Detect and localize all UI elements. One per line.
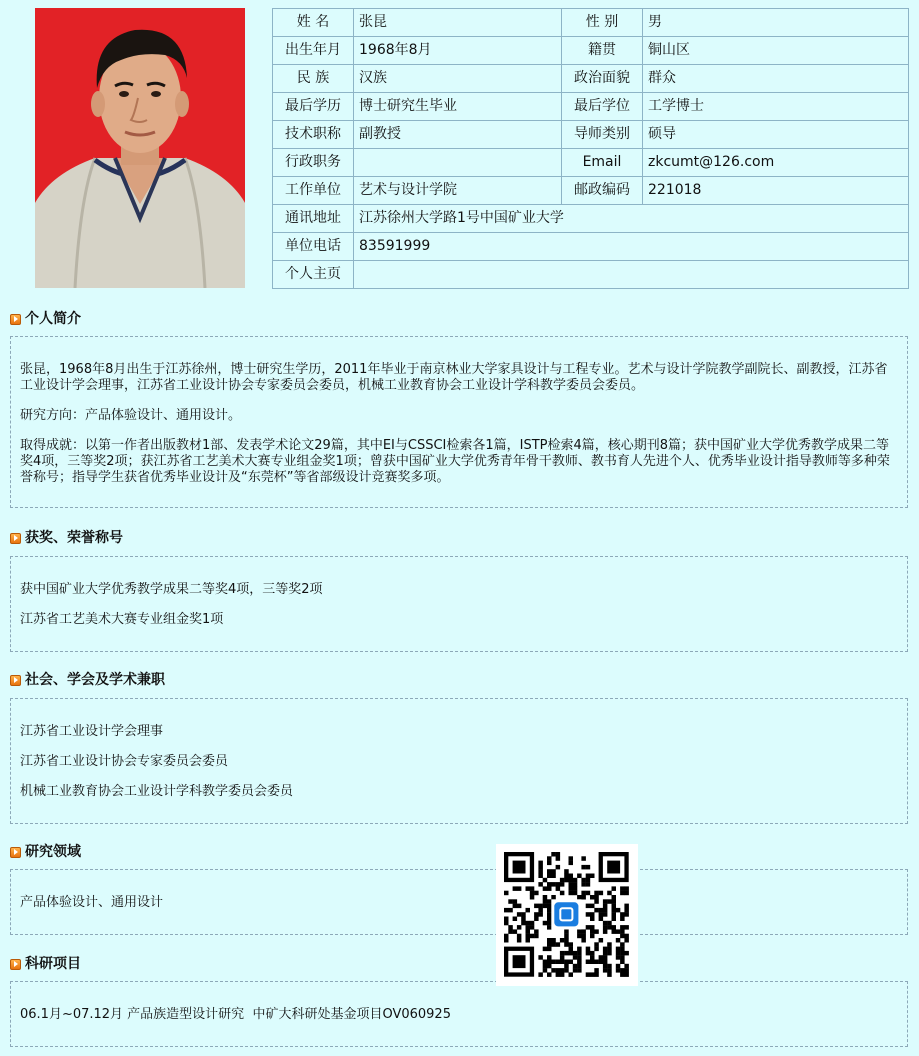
- table-row: [273, 93, 909, 121]
- zip-label: 邮政编码: [562, 177, 643, 205]
- email-label: Email: [562, 149, 643, 177]
- table-row: [273, 65, 909, 93]
- qr-code-icon: [496, 844, 638, 986]
- political-label: 政治面貌: [562, 65, 643, 93]
- advisor-value: 硕导: [643, 121, 909, 149]
- ethnic-label: 民 族: [273, 65, 354, 93]
- orange-arrow-square-icon: [10, 314, 21, 325]
- society-box: [10, 698, 908, 824]
- list-item: 江苏省工业设计学会理事: [20, 724, 164, 739]
- portrait-image: [35, 8, 245, 288]
- phone-label: 单位电话: [273, 233, 354, 261]
- political-value: 群众: [643, 65, 909, 93]
- intro-paragraph: 张昆，1968年8月出生于江苏徐州，博士研究生学历，2011年毕业于南京林业大学家具设计与工程专业。艺术与设计学院教学副院长、副教授，江苏省工业设计学会理事，江苏省工业设计协会专家委员会委员，机械工业教育协会工业设计学科教学委员会委员。: [20, 362, 888, 393]
- unit-label: 工作单位: [273, 177, 354, 205]
- education-value: 博士研究生毕业: [354, 93, 562, 121]
- table-row: [273, 37, 909, 65]
- awards-box: [10, 556, 908, 652]
- address-label: 通讯地址: [273, 205, 354, 233]
- intro-paragraph: 取得成就：以第一作者出版教材1部、发表学术论文29篇，其中EI与CSSCI检索各1篇，ISTP检索4篇，核心期刊8篇；获中国矿业大学优秀教学成果二等奖4项，三等奖2项；获江苏省工艺美术大赛专业组金奖1项；曾获中国矿业大学优秀青年骨干教师、教书育人先进个人、优秀毕业设计指导教师等多种荣誉称号；指导学生获省优秀毕业设计及“东莞杯”等省部级设计竞赛奖多项。: [20, 438, 890, 485]
- address-value: 江苏徐州大学路1号中国矿业大学: [354, 205, 909, 233]
- advisor-label: 导师类别: [562, 121, 643, 149]
- ethnic-value: 汉族: [354, 65, 562, 93]
- birth-value: 1968年8月: [354, 37, 562, 65]
- qr-code[interactable]: [496, 844, 638, 986]
- title-label: 技术职称: [273, 121, 354, 149]
- name-value: 张昆: [354, 9, 562, 37]
- section-header-intro: [10, 309, 81, 329]
- research-box: [10, 869, 908, 935]
- admin-label: 行政职务: [273, 149, 354, 177]
- origin-label: 籍贯: [562, 37, 643, 65]
- orange-arrow-square-icon: [10, 847, 21, 858]
- gender-label: 性 别: [562, 9, 643, 37]
- projects-box: [10, 981, 908, 1047]
- section-title: 个人简介: [25, 311, 81, 327]
- orange-arrow-square-icon: [10, 533, 21, 544]
- app-logo-icon: [554, 902, 578, 926]
- section-title: 科研项目: [25, 956, 81, 972]
- degree-label: 最后学位: [562, 93, 643, 121]
- degree-value: 工学博士: [643, 93, 909, 121]
- table-row: [273, 261, 909, 289]
- table-row: [273, 177, 909, 205]
- table-row: [273, 205, 909, 233]
- homepage-label: 个人主页: [273, 261, 354, 289]
- table-row: [273, 233, 909, 261]
- research-text: 产品体验设计、通用设计: [20, 895, 164, 910]
- section-header-research: [10, 842, 81, 862]
- profile-photo: [35, 8, 245, 288]
- section-title: 获奖、荣誉称号: [25, 530, 123, 546]
- phone-value: 83591999: [354, 233, 909, 261]
- project-item: 06.1月~07.12月 产品族造型设计研究 中矿大科研处基金项目OV060925: [20, 1007, 451, 1022]
- orange-arrow-square-icon: [10, 675, 21, 686]
- birth-label: 出生年月: [273, 37, 354, 65]
- profile-table: [272, 8, 909, 289]
- name-label: 姓 名: [273, 9, 354, 37]
- list-item: 江苏省工艺美术大赛专业组金奖1项: [20, 612, 224, 627]
- unit-value: 艺术与设计学院: [354, 177, 562, 205]
- title-value: 副教授: [354, 121, 562, 149]
- email-value[interactable]: zkcumt@126.com: [643, 149, 909, 177]
- section-header-projects: [10, 954, 81, 974]
- zip-value: 221018: [643, 177, 909, 205]
- list-item: 机械工业教育协会工业设计学科教学委员会委员: [20, 784, 294, 799]
- table-row: [273, 121, 909, 149]
- section-header-awards: [10, 528, 123, 548]
- education-label: 最后学历: [273, 93, 354, 121]
- gender-value: 男: [643, 9, 909, 37]
- intro-box: [10, 336, 908, 508]
- list-item: 获中国矿业大学优秀教学成果二等奖4项，三等奖2项: [20, 582, 323, 597]
- table-row: [273, 149, 909, 177]
- list-item: 江苏省工业设计协会专家委员会委员: [20, 754, 229, 769]
- admin-value: [354, 149, 562, 177]
- homepage-value[interactable]: [354, 261, 909, 289]
- section-header-society: [10, 670, 165, 690]
- section-title: 研究领域: [25, 844, 81, 860]
- table-row: [273, 9, 909, 37]
- intro-paragraph: 研究方向：产品体验设计、通用设计。: [20, 408, 242, 423]
- section-title: 社会、学会及学术兼职: [25, 672, 165, 688]
- orange-arrow-square-icon: [10, 959, 21, 970]
- origin-value: 铜山区: [643, 37, 909, 65]
